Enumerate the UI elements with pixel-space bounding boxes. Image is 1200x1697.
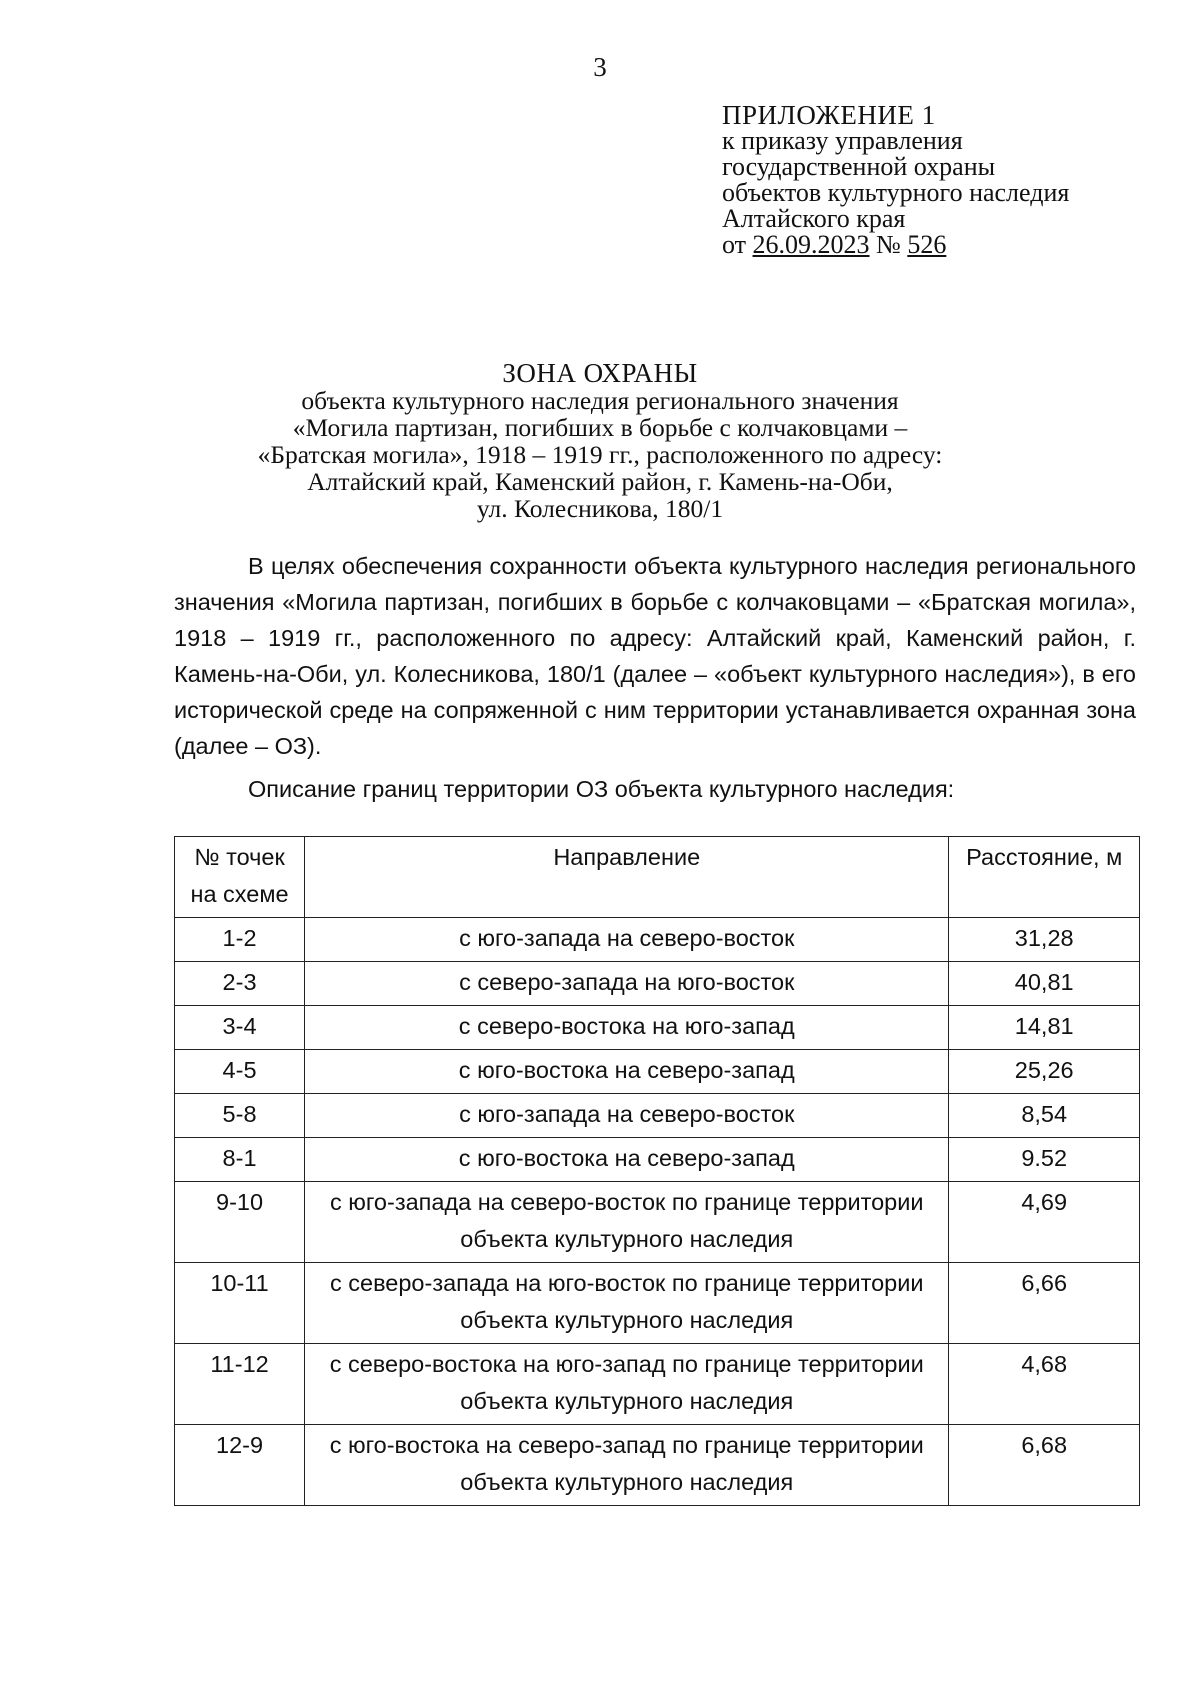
order-number: 526 [907,230,947,259]
cell-points: 5-8 [175,1094,305,1138]
cell-direction: с юго-востока на северо-запад [305,1138,949,1182]
cell-distance: 4,69 [949,1182,1140,1263]
table-row [175,962,1140,1006]
table-row [175,1182,1140,1263]
cell-direction: с северо-востока на юго-запад по границе территории объекта культурного наследия [305,1344,949,1425]
table-row [175,1344,1140,1425]
cell-direction: с юго-запада на северо-восток [305,1094,949,1138]
cell-direction: с северо-запада на юго-восток по границе территории объекта культурного наследия [305,1263,949,1344]
header-direction: Направление [305,837,949,918]
header-points: № точек на схеме [175,837,305,918]
appendix-line: объектов культурного наследия [722,178,1070,207]
cell-distance: 40,81 [949,962,1140,1006]
appendix-title: ПРИЛОЖЕНИЕ 1 [722,100,936,130]
cell-points: 11-12 [175,1344,305,1425]
cell-distance: 9.52 [949,1138,1140,1182]
table-caption: Описание границ территории ОЗ объекта культурного наследия: [248,776,955,802]
cell-points: 1-2 [175,918,305,962]
appendix-line: к приказу управления [722,126,963,155]
cell-points: 8-1 [175,1138,305,1182]
table-row [175,1094,1140,1138]
appendix-block [722,102,1069,258]
date-prefix: от [722,230,753,259]
cell-distance: 25,26 [949,1050,1140,1094]
cell-points: 2-3 [175,962,305,1006]
cell-points: 9-10 [175,1182,305,1263]
heading-line: Алтайский край, Каменский район, г. Камень-на-Оби, [307,467,893,496]
cell-distance: 6,68 [949,1425,1140,1506]
table-row [175,1050,1140,1094]
header-distance: Расстояние, м [949,837,1140,918]
cell-direction: с северо-востока на юго-запад [305,1006,949,1050]
cell-distance: 4,68 [949,1344,1140,1425]
table-row [175,1425,1140,1506]
cell-distance: 14,81 [949,1006,1140,1050]
document-heading [0,360,1200,522]
appendix-line: государственной охраны [722,152,996,181]
table-row [175,1263,1140,1344]
cell-points: 10-11 [175,1263,305,1344]
order-date: 26.09.2023 [752,230,870,259]
heading-line: «Братская могила», 1918 – 1919 гг., расположенного по адресу: [257,440,943,469]
appendix-date-line [722,232,1069,258]
table-header-row [175,837,1140,918]
heading-line: «Могила партизан, погибших в борьбе с колчаковцами – [292,413,908,442]
cell-distance: 31,28 [949,918,1140,962]
cell-distance: 6,66 [949,1263,1140,1344]
table-row [175,1138,1140,1182]
heading-line: ул. Колесникова, 180/1 [476,494,724,523]
number-prefix: № [869,230,908,259]
body-paragraph: В целях обеспечения сохранности объекта культурного наследия регионального значения «Могила партизан, погибших в борьбе с колчаковцами – «Братская могила», 1918 – 1919 гг., расположенного по адресу: Алтайский край, Каменский район, г. Камень-на-Оби, ул. Колесникова, 180/1 (далее – «объект культурного наследия»), в его исторической среде на сопряженной с ним территории устанавливается охранная зона (далее – ОЗ). [174,553,1136,759]
table-row [175,918,1140,962]
cell-distance: 8,54 [949,1094,1140,1138]
heading-line: объекта культурного наследия регионального значения [301,386,899,415]
cell-points: 12-9 [175,1425,305,1506]
cell-direction: с юго-востока на северо-запад [305,1050,949,1094]
cell-direction: с юго-запада на северо-восток [305,918,949,962]
appendix-line: Алтайского края [722,204,906,233]
cell-points: 4-5 [175,1050,305,1094]
cell-direction: с северо-запада на юго-восток [305,962,949,1006]
cell-direction: с юго-запада на северо-восток по границе территории объекта культурного наследия [305,1182,949,1263]
cell-direction: с юго-востока на северо-запад по границе территории объекта культурного наследия [305,1425,949,1506]
table-row [175,1006,1140,1050]
boundary-table [174,836,1140,1506]
page-number: 3 [593,52,607,82]
heading-title: ЗОНА ОХРАНЫ [502,358,698,388]
cell-points: 3-4 [175,1006,305,1050]
